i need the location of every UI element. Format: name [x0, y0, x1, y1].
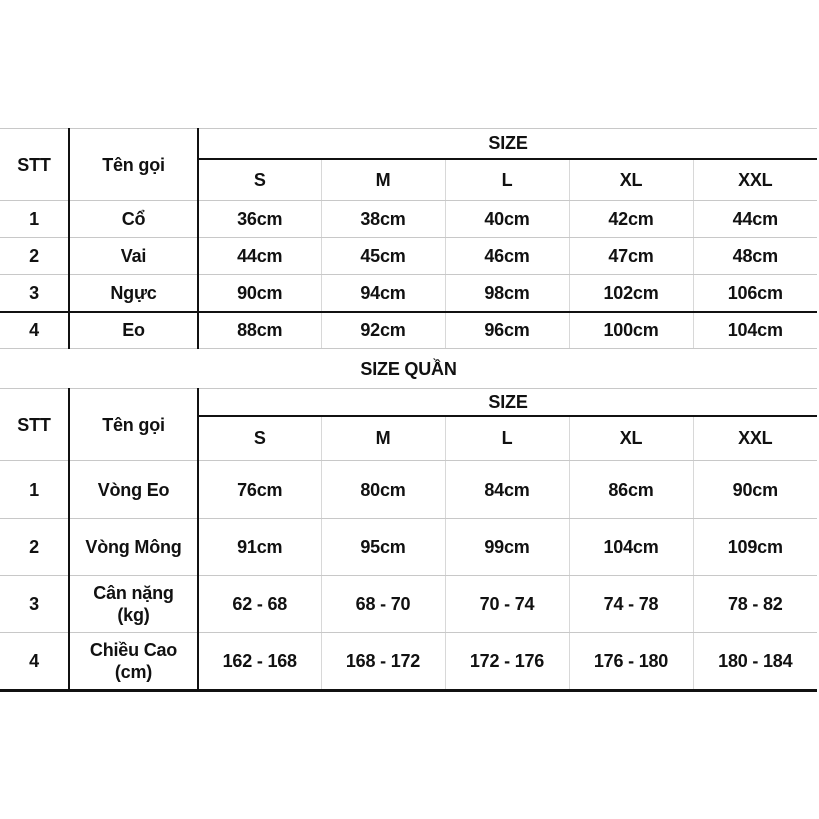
cell-l: 84cm: [445, 461, 569, 519]
cell-s: 90cm: [198, 275, 321, 312]
cell-xl: 74 - 78: [569, 576, 693, 633]
row-name: Ngực: [69, 275, 198, 312]
row-stt: 3: [0, 275, 69, 312]
shirt-size-group-header: SIZE: [198, 129, 817, 159]
shirt-name-header: Tên gọi: [69, 129, 198, 201]
shirt-stt-header: STT: [0, 129, 69, 201]
row-stt: 2: [0, 238, 69, 275]
cell-xl: 86cm: [569, 461, 693, 519]
cell-m: 45cm: [321, 238, 445, 275]
cell-xl: 176 - 180: [569, 633, 693, 691]
cell-s: 44cm: [198, 238, 321, 275]
shirt-row: [0, 201, 817, 238]
cell-s: 162 - 168: [198, 633, 321, 691]
cell-xxl: 44cm: [693, 201, 817, 238]
size-chart-table: [0, 128, 817, 692]
cell-l: 98cm: [445, 275, 569, 312]
row-stt: 2: [0, 519, 69, 576]
row-name: Eo: [69, 312, 198, 349]
cell-l: 70 - 74: [445, 576, 569, 633]
cell-m: 168 - 172: [321, 633, 445, 691]
cell-s: 91cm: [198, 519, 321, 576]
row-stt: 3: [0, 576, 69, 633]
row-stt: 1: [0, 201, 69, 238]
cell-xxl: 48cm: [693, 238, 817, 275]
shirt-size-s: S: [198, 159, 321, 201]
shirt-size-xxl: XXL: [693, 159, 817, 201]
row-name: Vai: [69, 238, 198, 275]
cell-l: 172 - 176: [445, 633, 569, 691]
row-name: Vòng Mông: [69, 519, 198, 576]
row-name: Cổ: [69, 201, 198, 238]
cell-xxl: 78 - 82: [693, 576, 817, 633]
row-name: Vòng Eo: [69, 461, 198, 519]
pants-row: [0, 576, 817, 633]
cell-xl: 100cm: [569, 312, 693, 349]
cell-m: 68 - 70: [321, 576, 445, 633]
shirt-row: [0, 238, 817, 275]
pants-stt-header: STT: [0, 389, 69, 461]
shirt-size-l: L: [445, 159, 569, 201]
shirt-size-m: M: [321, 159, 445, 201]
pants-row: [0, 519, 817, 576]
cell-m: 95cm: [321, 519, 445, 576]
cell-xl: 104cm: [569, 519, 693, 576]
pants-size-m: M: [321, 416, 445, 461]
cell-m: 80cm: [321, 461, 445, 519]
row-stt: 4: [0, 312, 69, 349]
shirt-row: [0, 275, 817, 312]
pants-title-row: [0, 349, 817, 389]
cell-xxl: 106cm: [693, 275, 817, 312]
row-stt: 1: [0, 461, 69, 519]
pants-name-header: Tên gọi: [69, 389, 198, 461]
cell-m: 92cm: [321, 312, 445, 349]
pants-size-group-header: SIZE: [198, 389, 817, 416]
pants-section-title: SIZE QUẦN: [0, 349, 817, 389]
cell-l: 40cm: [445, 201, 569, 238]
cell-xl: 47cm: [569, 238, 693, 275]
cell-l: 46cm: [445, 238, 569, 275]
cell-xxl: 180 - 184: [693, 633, 817, 691]
cell-xl: 42cm: [569, 201, 693, 238]
pants-row: [0, 633, 817, 691]
pants-size-xxl: XXL: [693, 416, 817, 461]
cell-m: 94cm: [321, 275, 445, 312]
shirt-header-row: [0, 129, 817, 159]
cell-s: 88cm: [198, 312, 321, 349]
row-name: Cân nặng (kg): [69, 576, 198, 633]
pants-row: [0, 461, 817, 519]
cell-s: 76cm: [198, 461, 321, 519]
cell-xxl: 90cm: [693, 461, 817, 519]
cell-xxl: 104cm: [693, 312, 817, 349]
cell-m: 38cm: [321, 201, 445, 238]
cell-l: 96cm: [445, 312, 569, 349]
row-stt: 4: [0, 633, 69, 691]
pants-size-s: S: [198, 416, 321, 461]
pants-size-xl: XL: [569, 416, 693, 461]
shirt-size-xl: XL: [569, 159, 693, 201]
cell-l: 99cm: [445, 519, 569, 576]
row-name: Chiều Cao (cm): [69, 633, 198, 691]
cell-xl: 102cm: [569, 275, 693, 312]
pants-size-l: L: [445, 416, 569, 461]
cell-s: 62 - 68: [198, 576, 321, 633]
cell-xxl: 109cm: [693, 519, 817, 576]
shirt-row: [0, 312, 817, 349]
cell-s: 36cm: [198, 201, 321, 238]
pants-header-row: [0, 389, 817, 416]
